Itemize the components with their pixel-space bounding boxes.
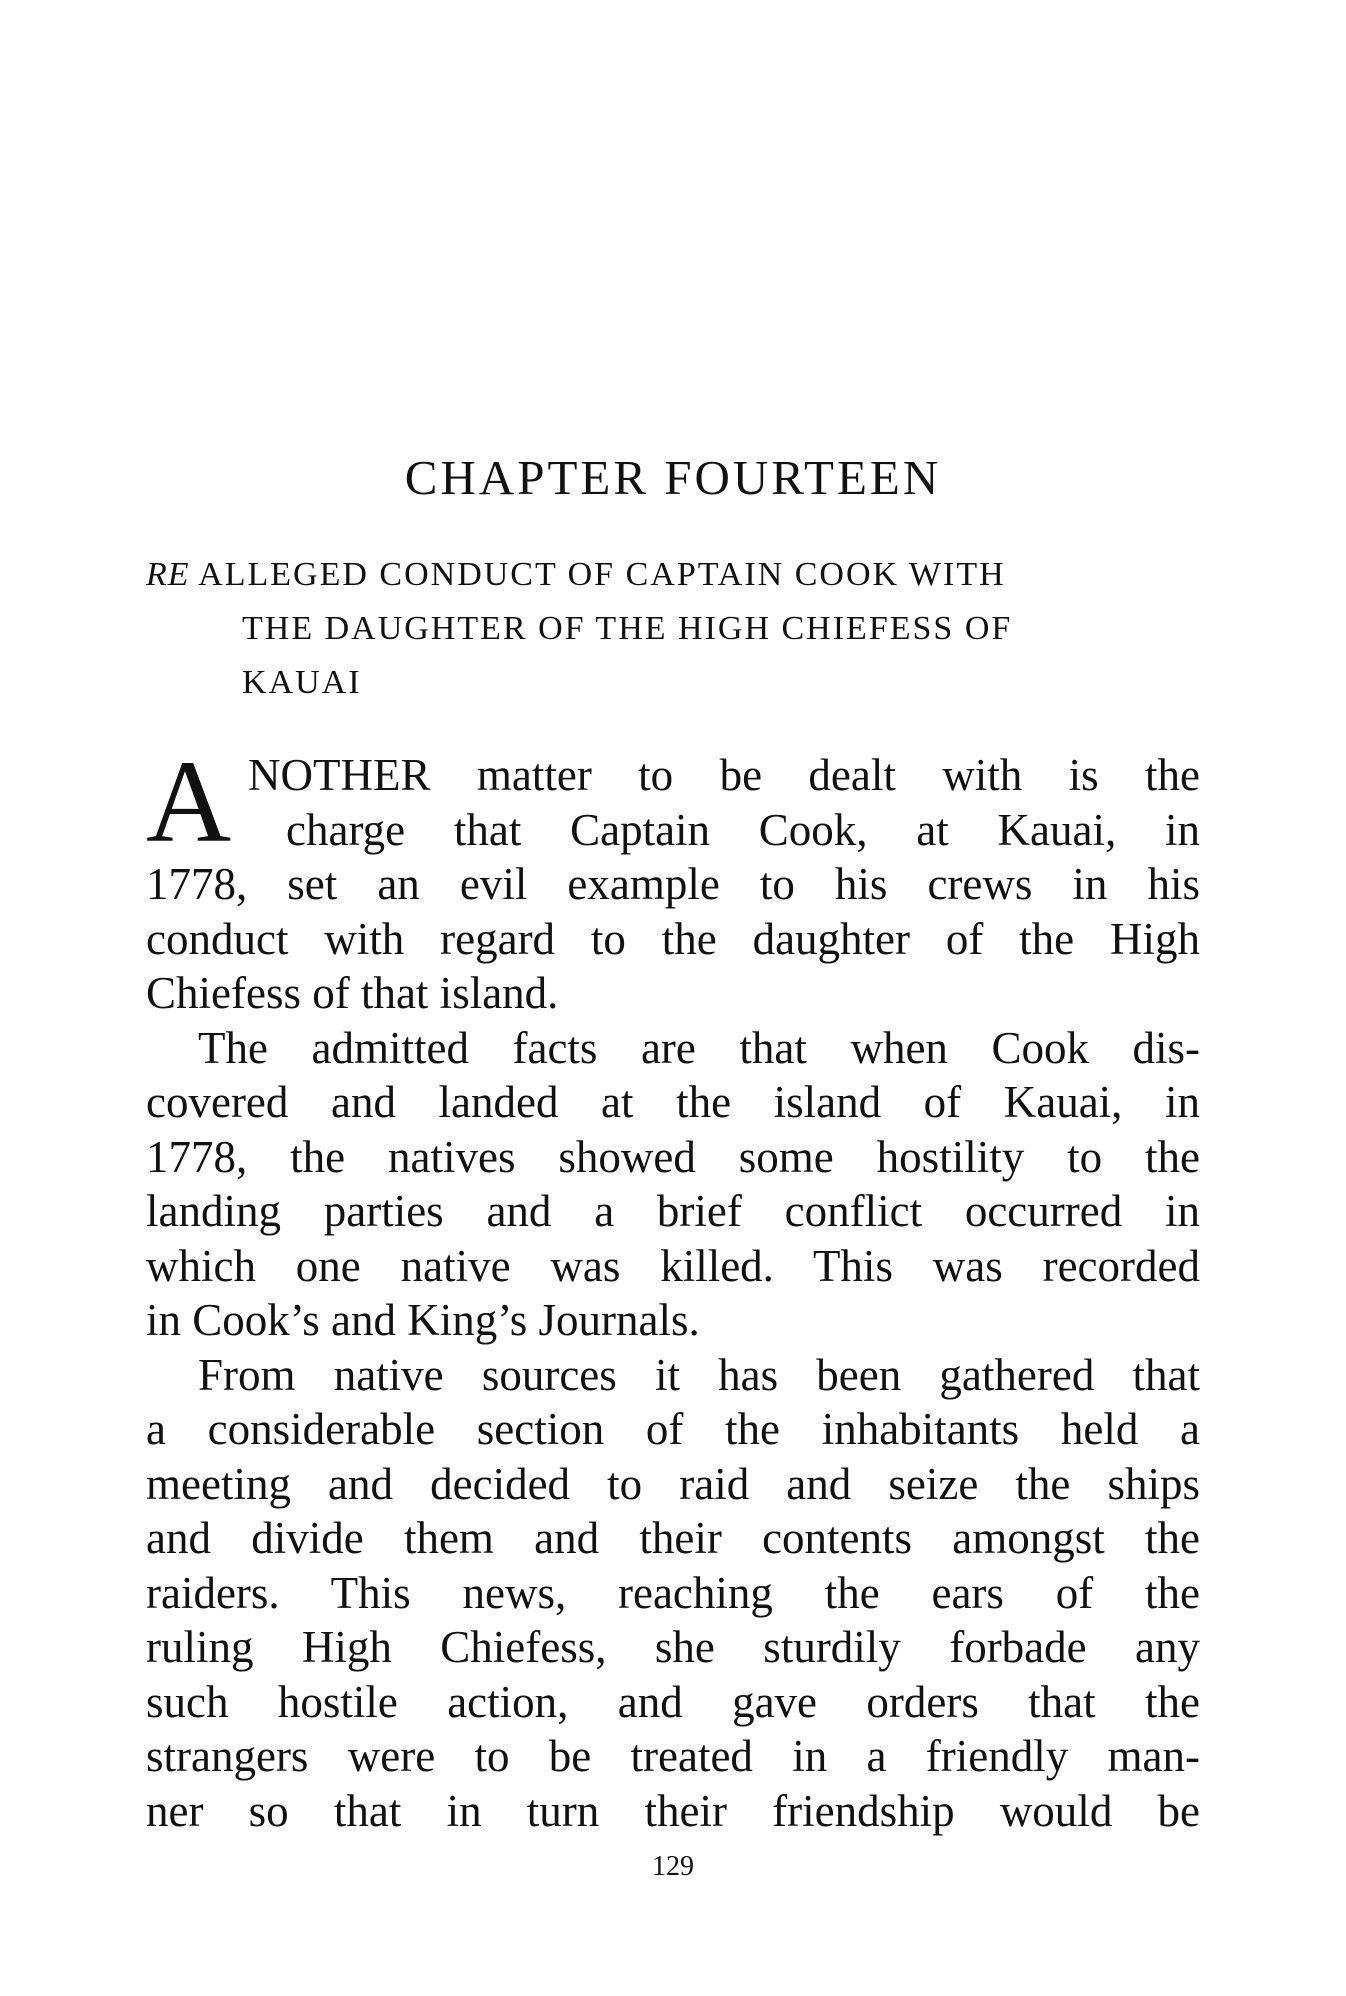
paragraph-3-line: ruling High Chiefess, she sturdily forbade any — [146, 1622, 1200, 1672]
paragraph-3-line: a considerable section of the inhabitants held a — [146, 1404, 1200, 1454]
paragraph-1-line: NOTHER matter to be dealt with is the — [248, 750, 1200, 800]
drop-cap-wrapped-lines — [248, 748, 1200, 857]
subtitle-line-3: KAUAI — [242, 664, 362, 701]
chapter-subtitle — [146, 548, 1206, 710]
paragraph-2-line: The admitted facts are that when Cook dis- — [198, 1022, 1200, 1073]
subtitle-re: RE — [146, 556, 190, 593]
chapter-title: CHAPTER FOURTEEN — [404, 450, 942, 505]
paragraph-1-line: Chiefess of that island. — [146, 968, 559, 1018]
paragraph-1-line: 1778, set an evil example to his crews in his — [146, 859, 1200, 909]
paragraph-1-line: conduct with regard to the daughter of the High — [146, 913, 1200, 964]
paragraph-3-line: meeting and decided to raid and seize the ships — [146, 1458, 1200, 1509]
paragraph-2-line: landing parties and a brief conflict occurred in — [146, 1186, 1200, 1236]
body-text — [146, 736, 1200, 1838]
paragraph-2-line: which one native was killed. This was recorded — [146, 1240, 1200, 1291]
paragraph-2-line: 1778, the natives showed some hostility to the — [146, 1131, 1200, 1182]
paragraph-3-line: strangers were to be treated in a friendly man- — [146, 1731, 1200, 1781]
paragraph-3-line: ner so that in turn their friendship would be — [146, 1785, 1200, 1836]
paragraph-2 — [146, 1021, 1200, 1348]
paragraph-3-line: From native sources it has been gathered that — [198, 1349, 1200, 1400]
paragraph-2-line: covered and landed at the island of Kauai, in — [146, 1077, 1200, 1127]
page-number: 129 — [652, 1851, 694, 1882]
paragraph-1-rest — [146, 857, 1200, 1021]
subtitle-line-1 — [146, 548, 1206, 602]
paragraph-1 — [146, 736, 1200, 1021]
subtitle-line-2: THE DAUGHTER OF THE HIGH CHIEFESS OF — [242, 610, 1013, 647]
drop-cap: A — [146, 736, 232, 867]
paragraph-3 — [146, 1348, 1200, 1839]
paragraph-3-line: raiders. This news, reaching the ears of the — [146, 1567, 1200, 1618]
paragraph-1-line: charge that Captain Cook, at Kauai, in — [286, 804, 1200, 855]
subtitle-text-1: ALLEGED CONDUCT OF CAPTAIN COOK WITH — [198, 556, 1006, 593]
paragraph-3-line: such hostile action, and gave orders that the — [146, 1676, 1200, 1727]
paragraph-2-line: in Cook’s and King’s Journals. — [146, 1295, 700, 1345]
paragraph-3-line: and divide them and their contents amongst the — [146, 1513, 1200, 1563]
